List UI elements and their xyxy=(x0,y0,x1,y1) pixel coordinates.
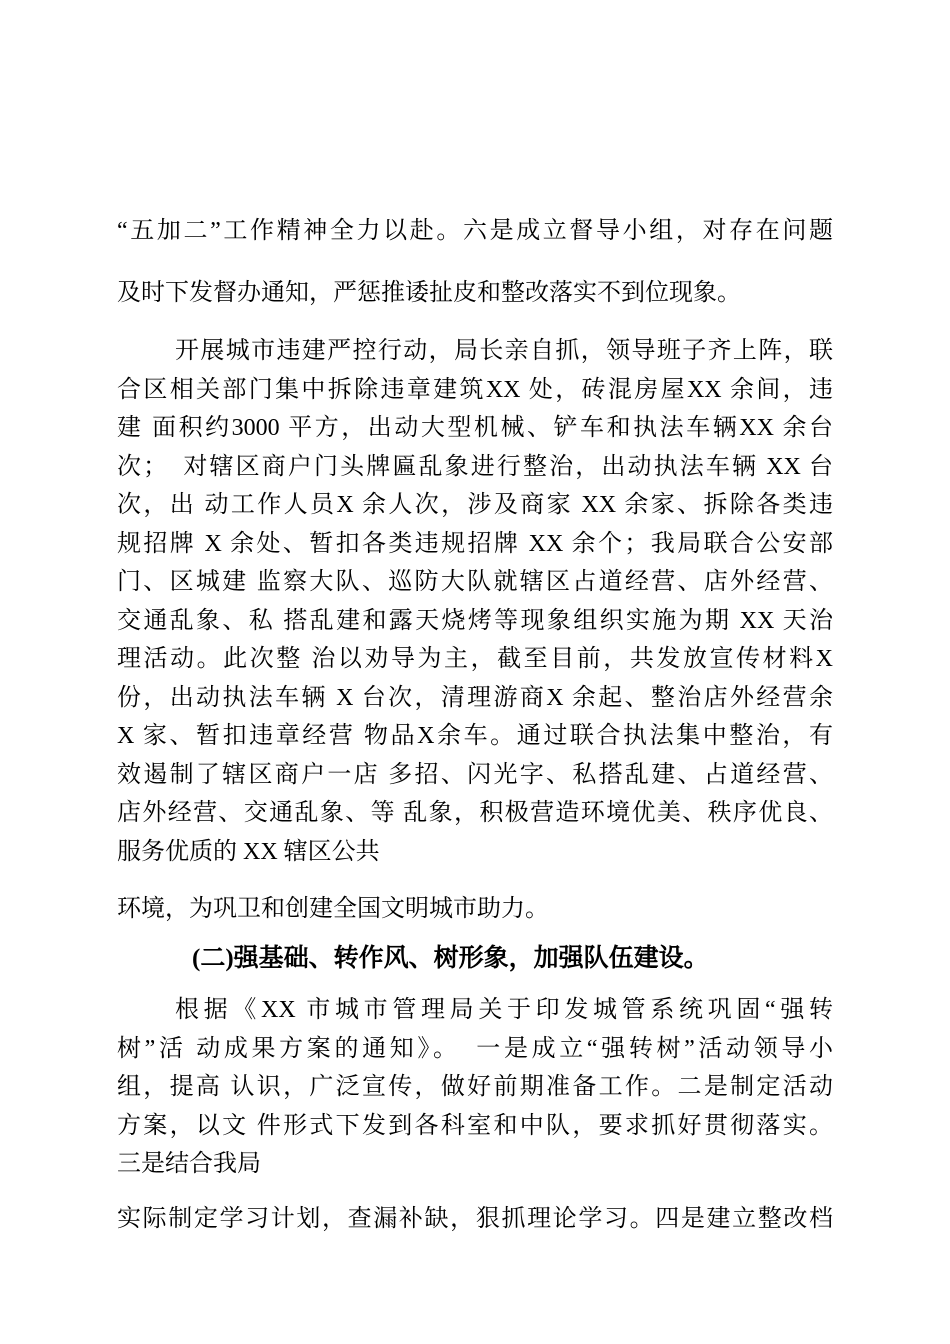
paragraph-team-building xyxy=(117,991,833,1184)
section-heading: (二)强基础、转作风、树形象，加强队伍建设。 xyxy=(192,945,709,972)
text-line: X 家、暂扣违章经营 物品X余车。通过联合执法集中整治，有 xyxy=(117,723,833,749)
text-line: 规招牌 X 余处、暂扣各类违规招牌 XX 余个；我局联合公安部 xyxy=(117,530,833,557)
paragraph-violation-control xyxy=(117,332,833,871)
text-line: 建 面积约3000 平方，出动大型机械、铲车和执法车辆XX 余台 xyxy=(117,415,833,441)
text-line: 及时下发督办通知，严惩推诿扯皮和整改落实不到位现象。 xyxy=(117,280,741,306)
text-line: 方案，以文 件形式下发到各科室和中队，要求抓好贯彻落实。 xyxy=(117,1112,833,1139)
paragraph-rectification xyxy=(117,1200,833,1239)
text-line: 份，出动执法车辆 X 台次，清理游商X 余起、整治店外经营余 xyxy=(117,684,833,711)
text-line: 次，出 动工作人员X 余人次，涉及商家 XX 余家、拆除各类违 xyxy=(117,492,833,518)
text-line: 合区相关部门集中拆除违章建筑XX 处，砖混房屋XX 余间，违 xyxy=(117,376,833,403)
text-line: 组，提高 认识，广泛宣传，做好前期准备工作。二是制定活动 xyxy=(117,1074,833,1100)
text-line: “五加二”工作精神全力以赴。六是成立督导小组，对存在问题 xyxy=(117,218,833,244)
text-line: 三是结合我局 xyxy=(117,1151,261,1177)
text-line: 交通乱象、私 搭乱建和露天烧烤等现象组织实施为期 XX 天治 xyxy=(117,607,833,634)
text-line: 次； 对辖区商户门头牌匾乱象进行整治，出动执法车辆 XX 台 xyxy=(117,453,833,480)
text-line: 根据《XX 市城市管理局关于印发城管系统巩固“强转 xyxy=(175,997,833,1023)
text-line: 效遏制了辖区商户一店 多招、闪光字、私搭乱建、占道经营、 xyxy=(117,761,833,788)
paragraph-environment xyxy=(117,879,833,939)
text-line: 理活动。此次整 治以劝导为主，截至目前，共发放宣传材料X xyxy=(117,646,833,672)
text-line: 实际制定学习计划，查漏补缺，狠抓理论学习。四是建立整改档 xyxy=(117,1205,833,1232)
text-line: 店外经营、交通乱象、等 乱象，积极营造环境优美、秩序优良、 xyxy=(117,800,833,826)
paragraph-continuation xyxy=(117,200,833,324)
document-body xyxy=(117,200,833,1238)
text-line: 开展城市违建严控行动，局长亲自抓，领导班子齐上阵，联 xyxy=(175,338,833,364)
text-line: 环境，为巩卫和创建全国文明城市助力。 xyxy=(117,896,549,922)
text-line: 服务优质的 XX 辖区公共 xyxy=(117,838,380,865)
text-line: 门、区城建 监察大队、巡防大队就辖区占道经营、店外经营、 xyxy=(117,569,833,595)
text-line: 树”活 动成果方案的通知》。 一是成立“强转树”活动领导小 xyxy=(117,1035,833,1062)
